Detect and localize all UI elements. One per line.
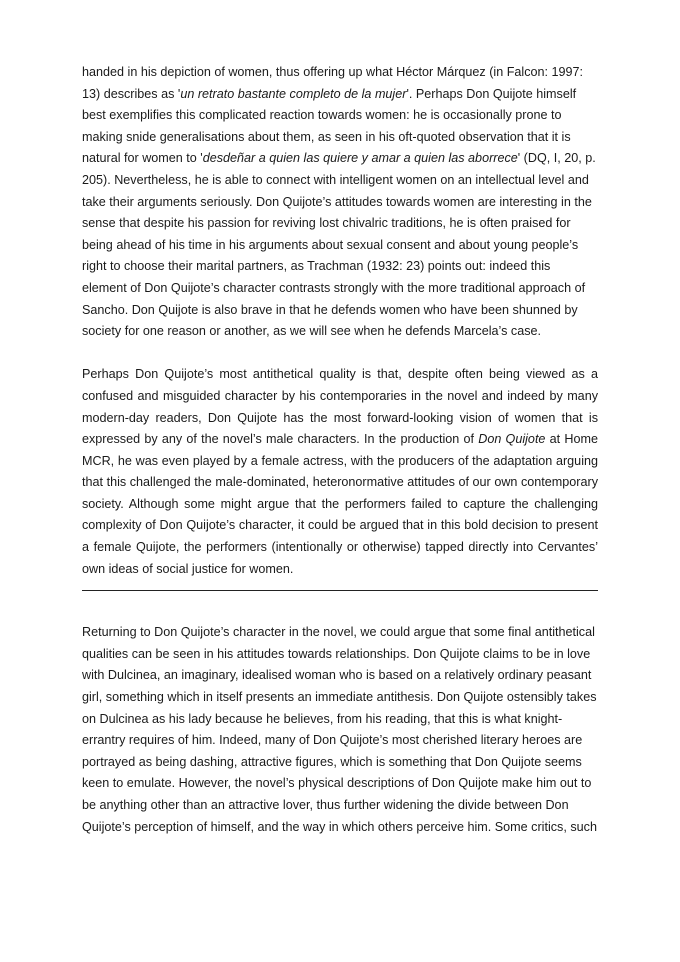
text-line: best exemplifies this complicated reaction towards women: he is occasionally prone to [82,108,562,123]
text-line: society for one reason or another, as we will see when he defends Marcela’s case. [82,324,541,339]
text-line: on Dulcinea as his lady because he believes, from his reading, that this is what knight- [82,711,563,726]
text-line: being ahead of his time in his arguments about sexual consent and about young people’s [82,237,579,252]
text-line: Returning to Don Quijote’s character in the novel, we could argue that some final antithetical [82,625,595,640]
text-line: 13) describes as 'un retrato bastante completo de la mujer'. Perhaps Don Quijote himself [82,86,577,101]
text-line: be anything other than an attractive lover, thus further widening the divide between Don [82,798,569,812]
italic-quote: desdeñar a quien las quiere y amar a quien las aborrece [202,151,518,166]
text-line: element of Don Quijote’s character contrasts strongly with the more traditional approach of [82,280,586,295]
text-line: handed in his depiction of women, thus offering up what Héctor Márquez (in Falcon: 1997: [82,65,584,79]
text-line: Sancho. Don Quijote is also brave in that he defends women who have been shunned by [82,302,578,317]
text-line: keen to emulate. However, the novel’s physical descriptions of Don Quijote make him out to [82,776,592,791]
paragraph-1 [82,62,598,343]
text-line: making snide generalisations about them, as seen in his oft-quoted observation that it is [82,129,571,144]
text-line: right to choose their marital partners, as Trachman (1932: 23) points out: indeed this [82,259,551,274]
text-line: sense that despite his passion for reviving lost chivalric traditions, he is often praised for [82,216,571,231]
text-line: portrayed as being dashing, attractive figures, which is something that Don Quijote seems [82,754,582,769]
italic-quote: un retrato bastante completo de la mujer [180,86,407,101]
text-line: take their arguments seriously. Don Quijote’s attitudes towards women are interesting in the [82,194,592,209]
text-line: with Dulcinea, an imaginary, idealised woman who is based on a relatively ordinary peasant [82,668,592,683]
text-line: qualities can be seen in his attitudes towards relationships. Don Quijote claims to be in love [82,646,591,661]
paragraph-2: Perhaps Don Quijote’s most antithetical quality is that, despite often being viewed as a confused and misguided character by his contemporaries in the novel and indeed by many modern-day readers, Don Quijote has the most forward-looking vision of women that is expressed by any of the novel’s male characters. In the production of Don Quijote at Home MCR, he was even played by a female actress, with the producers of the adaptation arguing that this challenged the male-dominated, heteronormative attitudes of our own contemporary society. Although some might argue that the performers failed to capture the challenging complexity of Don Quijote’s character, it could be argued that in this bold decision to present a female Quijote, the performers (intentionally or otherwise) tapped directly into Cervantes’ own ideas of social justice for women. [82,367,598,576]
text-line: Quijote’s perception of himself, and the way in which others perceive him. Some critics, such [82,819,597,834]
text-line: 205). Nevertheless, he is able to connect with intelligent women on an intellectual level and [82,172,589,187]
text-line: errantry requires of him. Indeed, many of Don Quijote’s most cherished literary heroes are [82,733,583,748]
document-page [82,62,598,838]
text-line: girl, something which in itself presents an immediate antithesis. Don Quijote ostensibly takes [82,690,597,705]
text-line: natural for women to 'desdeñar a quien las quiere y amar a quien las aborrece' (DQ, I, 20, p. [82,151,596,166]
paragraph-3 [82,622,598,838]
italic-title: Don Quijote [478,432,546,447]
